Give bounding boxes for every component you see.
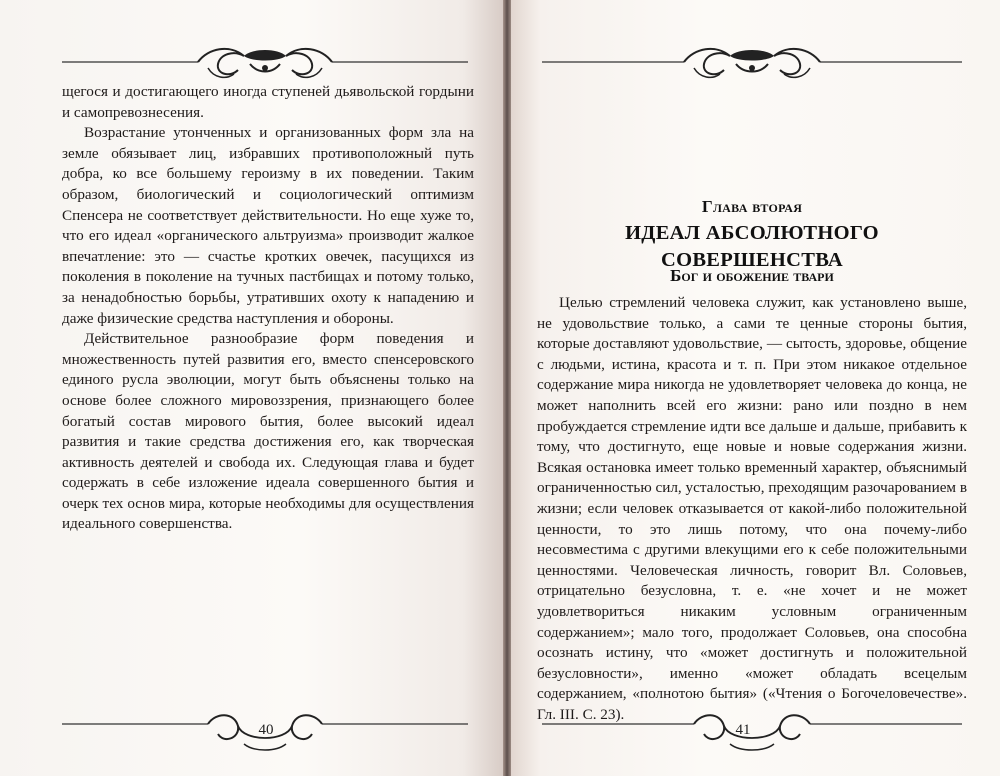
left-body-text xyxy=(62,82,474,535)
book-gutter xyxy=(503,0,511,776)
paragraph: Действительное разнообразие форм поведения и множественность путей развития его, вместо спенсеровского единого русла эволюции, могут быть объяснены только на основе более сложного мировоззрения, признающего более богатый состав мирового бытия, более высокий идеал развития и такие средства достижения его, как творческая активность деятелей и свобода их. Следующая глава и будет содержать в себе изложение идеала совершенного бытия и очерк тех основ мира, которые необходимы для осуществления идеального совершенства. xyxy=(62,330,474,533)
chapter-label: Глава вторая xyxy=(701,197,803,216)
paragraph: Целью стремлений человека служит, как установлено выше, не удовольствие только, а сами те ценные стороны бытия, которые доставляют удовольствие, — сытость, здоровье, общение с людьми, истина, красота и т. п. При этом никакое отдельное содержание мира никогда не удовлетворяет человека до конца, не может наполнить всей его жизни: рано или поздно в нем пробуждается стремление идти все дальше и дальше, прибавить к тому, что достигнуто, еще новые и новые содержания жизни. Всякая остановка имеет только временный характер, объяснимый ограниченностью сил, усталостью, преходящим разочарованием в жизни; если человек отказывается от какой-либо положительной ценности, то это лишь потому, что она почему-либо несовместима с другими влекущими его к себе положительными ценностями. Человеческая личность, говорит Вл. Соловьев, отрицательно безусловна, т. е. «не хочет и не может удовлетвориться никаким условным ограниченным содержанием»; мало того, продолжает Соловьев, она способна осознать истину, что «может достигнуть и положительной безусловности», именно «может обладать всецелым содержанием, «полнотою бытия» («Чтения о Богочеловечестве». Гл. III. С. 23). xyxy=(537,294,968,723)
section-title: Бог и обожение твари xyxy=(670,266,834,285)
page-number: 41 xyxy=(735,722,751,738)
chapter-title-line: ИДЕАЛ АБСОЛЮТНОГО xyxy=(625,222,879,244)
paragraph-continuation: щегося и достигающего иногда ступеней дьявольской гордыни и самопревознесения. xyxy=(62,83,474,121)
chapter-title-line: СОВЕРШЕНСТВА xyxy=(660,249,843,271)
header-ornament xyxy=(538,34,966,90)
right-page xyxy=(511,0,1000,776)
page-number: 40 xyxy=(258,722,274,738)
paragraph: Возрастание утонченных и организованных форм зла на земле обязывает лиц, избравших противоположный путь добра, ко все большему героизму в их поведении. Таким образом, биологический и социологический оптимизм Спенсера не соответствует действительности. Но еще хуже то, что его идеал «органического альтруизма» производит жалкое впечатление: это — счастье кротких овечек, пасущихся из поколения в поколение на тучных пастбищах и потому только, за ненадобностью борьбы, утративших охоту к нападению и даже физические средства наступления и обороны. xyxy=(62,124,474,327)
right-body-text xyxy=(537,293,967,725)
